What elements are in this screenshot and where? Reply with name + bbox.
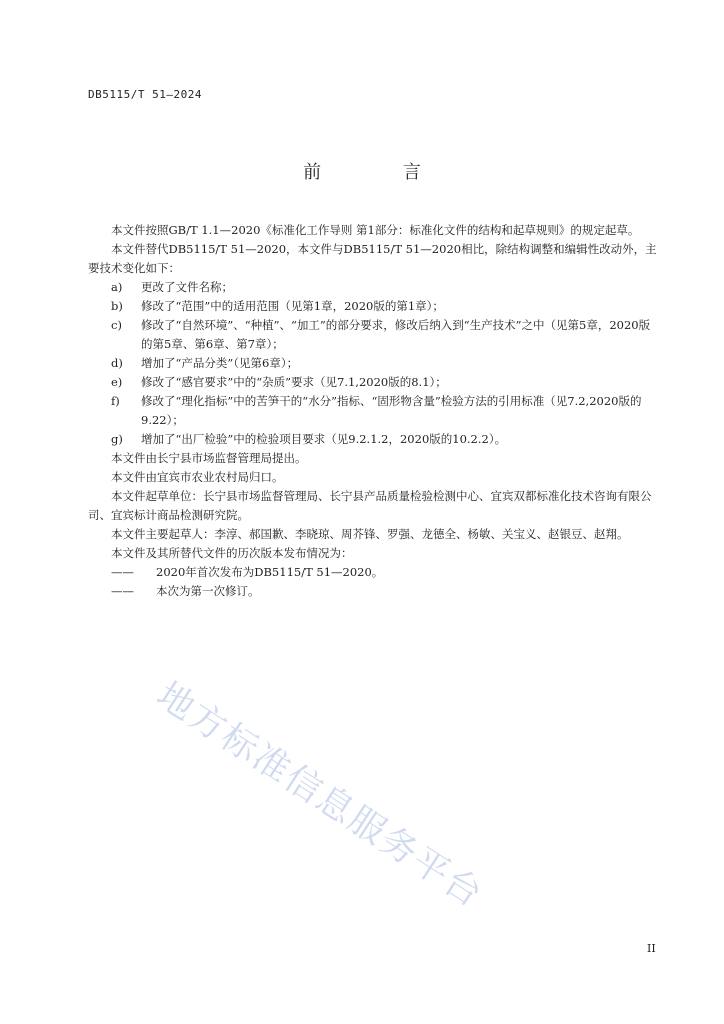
list-marker: e) bbox=[111, 375, 123, 389]
dash-marker: —— bbox=[111, 565, 134, 579]
paragraph-replacement: 本文件替代DB5115/T 51—2020，本文件与DB5115/T 51—2020相比，除结构调整和编辑性改动外，主要技术变化如下： bbox=[88, 242, 657, 275]
paragraph-drafting-units: 本文件起草单位：长宁县市场监督管理局、长宁县产品质量检验检测中心、宜宾双都标准化技术咨询有限公司、宜宾标计商品检测研究院。 bbox=[88, 489, 652, 522]
list-marker: b) bbox=[111, 299, 123, 313]
list-item bbox=[88, 316, 658, 354]
history-item bbox=[88, 563, 658, 582]
list-item bbox=[88, 430, 658, 449]
list-text: 修改了“感官要求”中的“杂质”要求（见7.1,2020版的8.1）； bbox=[141, 375, 447, 389]
history-text: 本次为第一次修订。 bbox=[156, 584, 260, 598]
list-item bbox=[88, 278, 658, 297]
list-text: 更改了文件名称； bbox=[141, 280, 233, 294]
paragraph-drafting-rules: 本文件按照GB/T 1.1—2020《标准化工作导则 第1部分：标准化文件的结构和起草规则》的规定起草。 bbox=[111, 223, 640, 237]
history-text: 2020年首次发布为DB5115/T 51—2020。 bbox=[156, 565, 384, 579]
list-marker: a) bbox=[111, 280, 123, 294]
list-text: 修改了“理化指标”中的苦笋干的“水分”指标、“固形物含量”检验方法的引用标准（见7.2,2020版的9.22）； bbox=[141, 394, 642, 427]
page-title: 前 言 bbox=[303, 162, 459, 183]
list-text: 增加了“产品分类”（见第6章）； bbox=[141, 356, 299, 370]
document-code: DB5115/T 51—2024 bbox=[88, 88, 202, 101]
page-number: II bbox=[647, 942, 656, 955]
list-marker: d) bbox=[111, 356, 123, 370]
paragraph-drafters: 本文件主要起草人：李淳、郝国歉、李晓琼、周芥锋、罗强、龙德全、杨敏、关宝义、赵银豆、赵翔。 bbox=[111, 527, 629, 541]
list-item bbox=[88, 354, 658, 373]
paragraph-history: 本文件及其所替代文件的历次版本发布情况为： bbox=[111, 546, 353, 560]
list-marker: g) bbox=[111, 432, 123, 446]
list-text: 修改了“自然环境”、“种植”、“加工”的部分要求，修改后纳入到“生产技术”之中（见第5章，2020版的第5章、第6章、第7章）； bbox=[141, 318, 651, 351]
list-text: 修改了“范围”中的适用范围（见第1章，2020版的第1章）； bbox=[141, 299, 444, 313]
list-marker: f) bbox=[111, 394, 120, 408]
list-text: 增加了“出厂检验”中的检验项目要求（见9.2.1.2，2020版的10.2.2）。 bbox=[141, 432, 507, 446]
history-item bbox=[88, 582, 658, 601]
list-item bbox=[88, 297, 658, 316]
paragraph-authority: 本文件由宜宾市农业农村局归口。 bbox=[111, 470, 284, 484]
list-item bbox=[88, 373, 658, 392]
list-marker: c) bbox=[111, 318, 122, 332]
watermark: 地方标准信息服务平台 bbox=[149, 674, 491, 917]
dash-marker: —— bbox=[111, 584, 134, 598]
paragraph-proposer: 本文件由长宁县市场监督管理局提出。 bbox=[111, 451, 307, 465]
list-item bbox=[88, 392, 658, 430]
document-body bbox=[88, 221, 658, 601]
